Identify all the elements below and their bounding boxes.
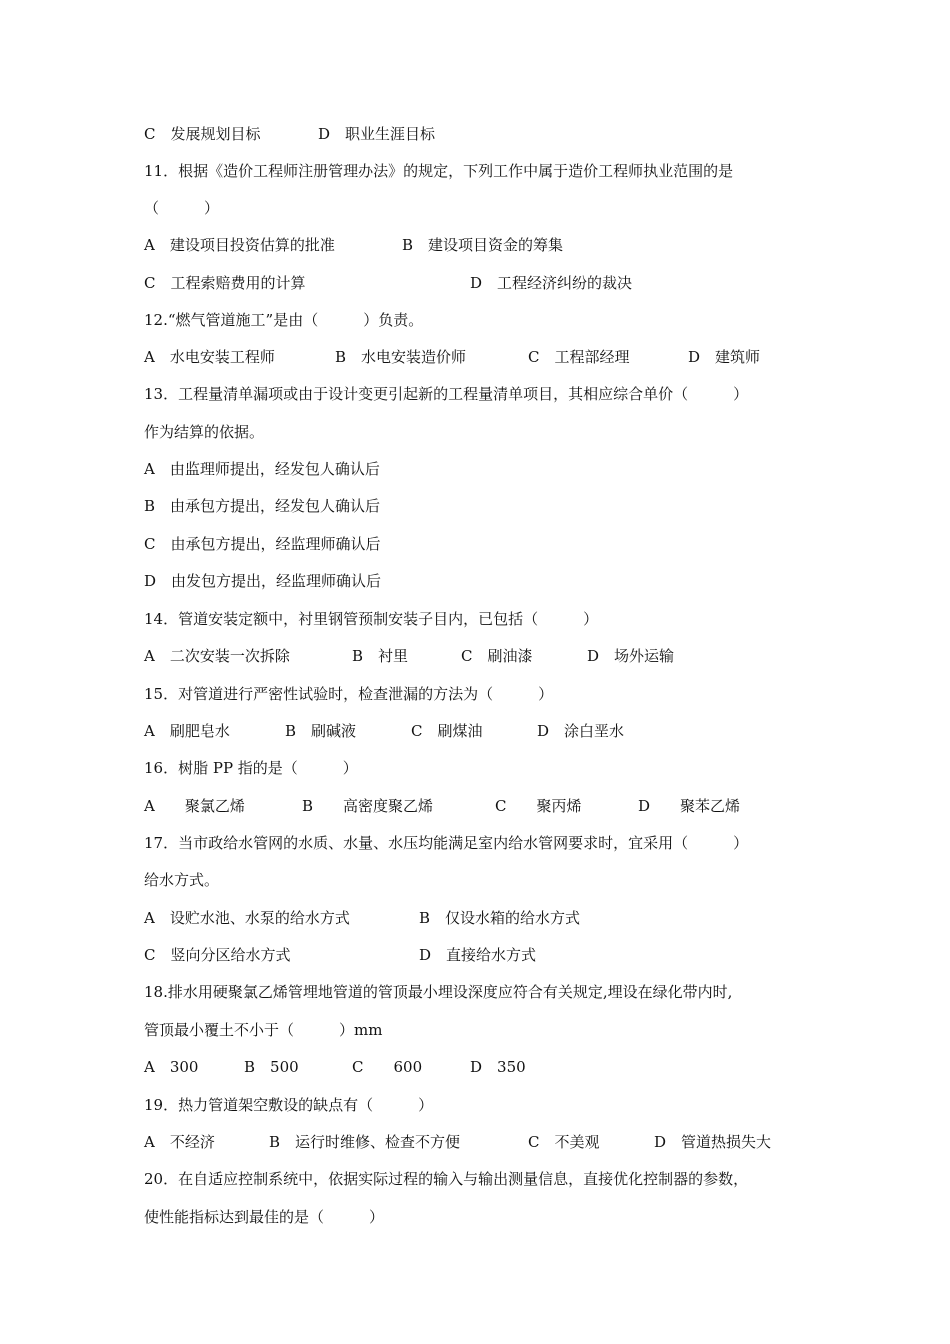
answer-option: D 建筑师: [688, 348, 761, 366]
text-line: 20．在自适应控制系统中，依据实际过程的输入与输出测量信息，直接优化控制器的参数，: [144, 1170, 749, 1188]
answer-option: C 工程索赔费用的计算: [144, 274, 306, 292]
text-line: 给水方式。: [144, 871, 220, 889]
answer-option: B 运行时维修、检查不方便: [269, 1133, 461, 1151]
answer-option: D 职业生涯目标: [318, 125, 436, 143]
answer-option: B 刷碱液: [285, 722, 357, 740]
text-line: （ ）: [144, 199, 220, 217]
answer-option: D 350: [470, 1058, 526, 1076]
text-line: 12.“燃气管道施工”是由（ ）负责。: [144, 311, 424, 329]
answer-option: D 直接给水方式: [419, 946, 537, 964]
answer-option: A 设贮水池、水泵的给水方式: [144, 909, 350, 927]
answer-option: D 管道热损失大: [654, 1133, 772, 1151]
text-line: 14．管道安装定额中，衬里钢管预制安装子目内，已包括（ ）: [144, 610, 599, 628]
text-line: 管顶最小覆土不小于（ ）mm: [144, 1021, 383, 1039]
answer-option: B 仅设水箱的给水方式: [419, 909, 581, 927]
text-line: 18.排水用硬聚氯乙烯管埋地管道的管顶最小埋设深度应符合有关规定,埋设在绿化带内时,: [144, 983, 733, 1001]
text-line: 作为结算的依据。: [144, 423, 265, 441]
answer-option: A 不经济: [144, 1133, 215, 1151]
answer-option: C 聚丙烯: [495, 797, 582, 815]
text-line: 16．树脂 PP 指的是（ ）: [144, 759, 358, 777]
answer-option: B 建设项目资金的筹集: [402, 236, 564, 254]
text-line: A 由监理师提出，经发包人确认后: [144, 460, 380, 478]
answer-option: D 场外运输: [587, 647, 675, 665]
answer-option: C 不美观: [528, 1133, 600, 1151]
text-line: D 由发包方提出，经监理师确认后: [144, 572, 382, 590]
text-line: 19．热力管道架空敷设的缺点有（ ）: [144, 1096, 434, 1114]
answer-option: D 聚苯乙烯: [638, 797, 741, 815]
answer-option: B 500: [244, 1058, 299, 1076]
answer-option: C 刷油漆: [461, 647, 533, 665]
answer-option: D 涂白垩水: [537, 722, 625, 740]
answer-option: C 发展规划目标: [144, 125, 261, 143]
answer-option: A 建设项目投资估算的批准: [144, 236, 335, 254]
text-line: 17．当市政给水管网的水质、水量、水压均能满足室内给水管网要求时，宜采用（ ）: [144, 834, 749, 852]
answer-option: C 工程部经理: [528, 348, 630, 366]
answer-option: B 水电安装造价师: [335, 348, 467, 366]
answer-option: C 竖向分区给水方式: [144, 946, 291, 964]
text-line: 13．工程量清单漏项或由于设计变更引起新的工程量清单项目，其相应综合单价（ ）: [144, 385, 749, 403]
text-line: C 由承包方提出，经监理师确认后: [144, 535, 381, 553]
answer-option: C 600: [352, 1058, 423, 1076]
answer-option: A 300: [144, 1058, 199, 1076]
text-line: 使性能指标达到最佳的是（ ）: [144, 1208, 385, 1226]
text-line: 15．对管道进行严密性试验时，检查泄漏的方法为（ ）: [144, 685, 554, 703]
answer-option: A 聚氯乙烯: [144, 797, 245, 815]
answer-option: D 工程经济纠纷的裁决: [470, 274, 633, 292]
text-line: 11．根据《造价工程师注册管理办法》的规定，下列工作中属于造价工程师执业范围的是: [144, 162, 734, 180]
answer-option: B 高密度聚乙烯: [302, 797, 434, 815]
answer-option: A 水电安装工程师: [144, 348, 275, 366]
answer-option: A 刷肥皂水: [144, 722, 230, 740]
answer-option: C 刷煤油: [411, 722, 483, 740]
answer-option: A 二次安装一次拆除: [144, 647, 290, 665]
text-line: B 由承包方提出，经发包人确认后: [144, 497, 381, 515]
answer-option: B 衬里: [352, 647, 409, 665]
